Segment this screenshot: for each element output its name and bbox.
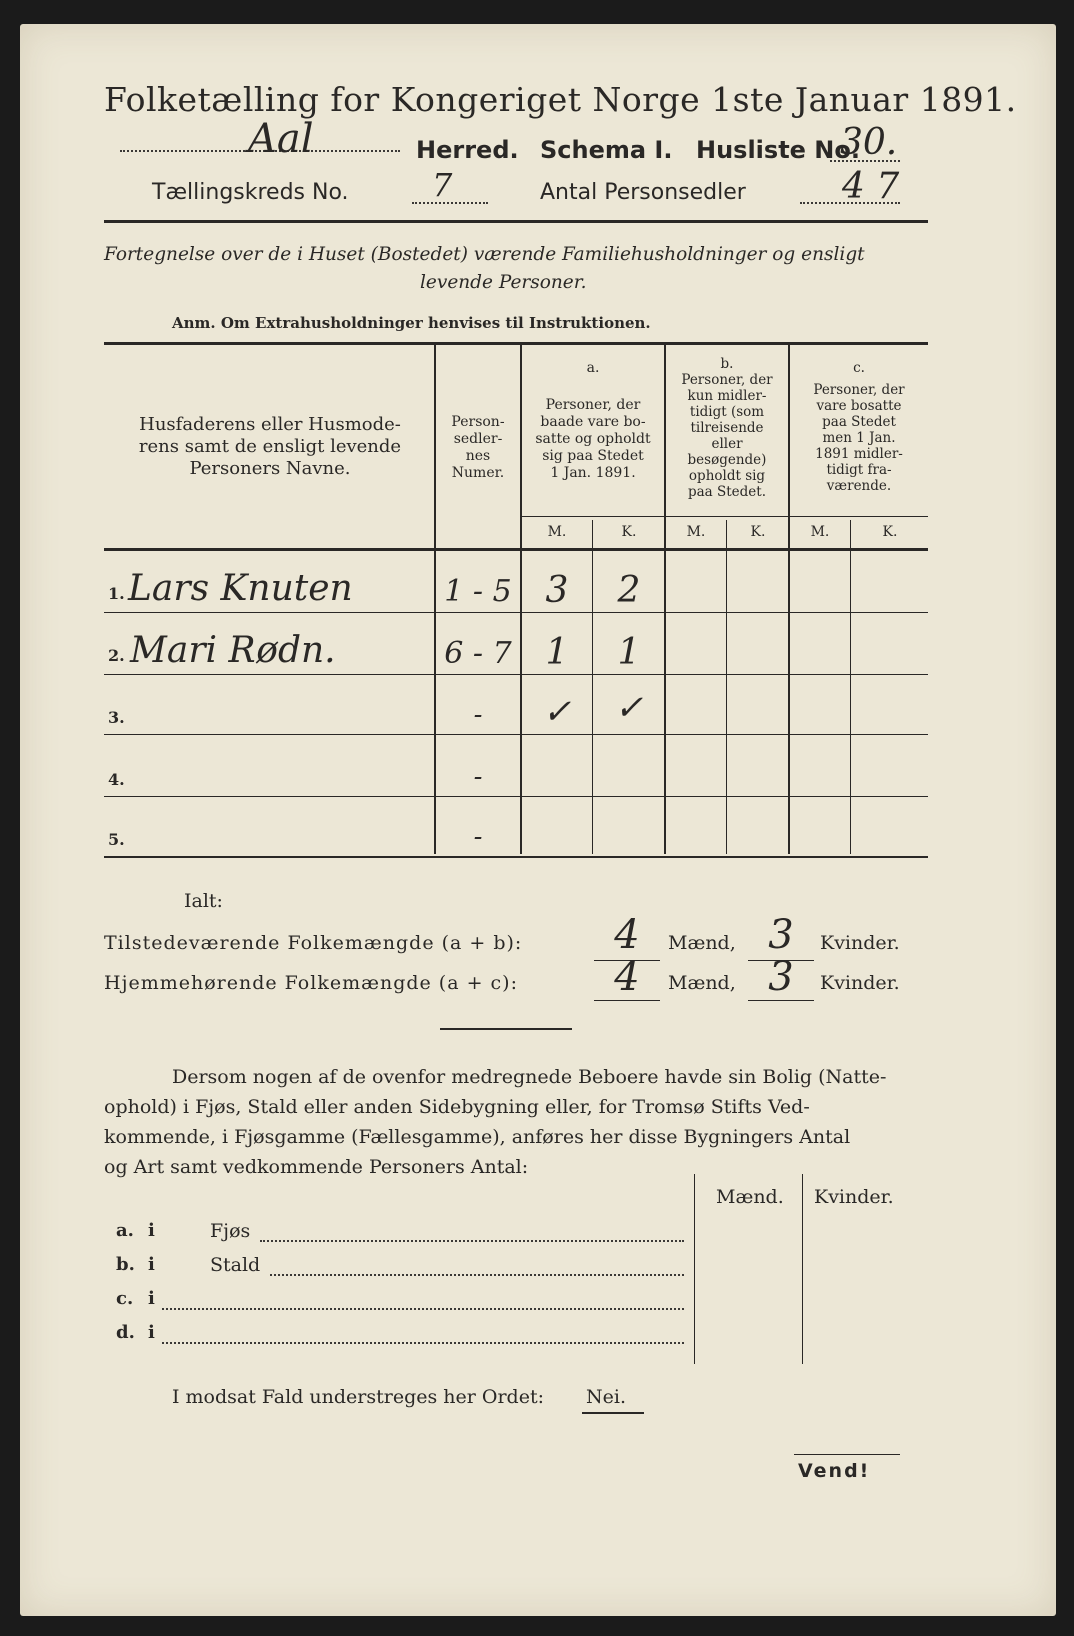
mk-sub-rule [520,516,928,517]
bolig-item-i: i [148,1254,155,1275]
row-person-numbers: - [473,700,483,730]
row-a-women: 2 [617,570,641,611]
nei-underline [582,1412,644,1414]
form-title: Folketælling for Kongeriget Norge 1ste Januar 1891. [104,80,1017,119]
k-label-b: K. [750,524,766,540]
tilstede-kvinder-label: Kvinder. [820,932,900,954]
bolig-maend-header: Mænd. [716,1186,784,1208]
header-b-col [666,356,788,500]
header-c-line-5: 1891 midler- [815,446,903,462]
m-label-b: M. [686,524,706,540]
header-c-letter: c. [853,360,865,376]
bolig-item-dotline [162,1308,684,1310]
hjemme-maend-label: Mænd, [668,972,736,994]
header-c-line-4: men 1 Jan. [822,430,896,446]
row-name: Lars Knuten [128,568,353,609]
kreds-handwritten: 7 [432,166,453,204]
header-b-line-7: opholdt sig [688,468,766,484]
modsat-text: I modsat Fald understreges her Ordet: [172,1386,544,1408]
bolig-line-2: ophold) i Fjøs, Stald eller anden Sidebygning eller, for Tromsø Stifts Ved- [104,1096,810,1118]
header-num-line-4: Numer. [451,465,505,481]
header-c-line-3: paa Stedet [822,414,896,430]
husliste-handwritten: 30. [840,122,898,163]
header-b-letter: b. [720,356,734,372]
bolig-divider-2 [802,1174,803,1364]
row-rule-3 [104,734,928,735]
header-num-col [436,414,520,482]
ialt-label: Ialt: [184,890,223,912]
row-rule-2 [104,674,928,675]
bolig-line-3: kommende, i Fjøsgamme (Fællesgamme), anføres her disse Bygningers Antal [104,1126,851,1148]
header-b-line-5: eller [711,436,743,452]
header-c-line-7: værende. [826,478,892,494]
tilstede-maend-label: Mænd, [668,932,736,954]
header-c-line-1: Personer, der [813,382,905,398]
header-name-line-1: Husfaderens eller Husmode- [139,414,401,435]
nei-word: Nei. [586,1386,626,1408]
table-header-bottom-rule [104,548,928,551]
bolig-line-4: og Art samt vedkommende Personers Antal: [104,1156,529,1178]
bolig-line-1: Dersom nogen af de ovenfor medregnede Beboere havde sin Bolig (Natte- [172,1066,887,1088]
husliste-label: Husliste No. [696,136,860,164]
table-bottom-rule [104,856,928,858]
header-b-line-2: kun midler- [687,388,767,404]
row-a-men: 1 [545,632,569,673]
header-a-line-1: Personer, der [545,397,641,413]
schema-label: Schema I. [540,136,673,164]
row-person-numbers: - [473,822,483,852]
hjemme-kvinder-label: Kvinder. [820,972,900,994]
row-number: 1. [108,584,125,603]
vend-label: Vend! [798,1460,871,1482]
mk-divider-a [592,520,593,854]
bolig-item-label: Fjøs [210,1220,251,1242]
bolig-item-letter: d. [116,1322,135,1343]
hjemme-women-value: 3 [768,954,794,1000]
header-a-letter: a. [586,360,600,376]
m-label-a: M. [547,524,567,540]
tilstede-men-value: 4 [614,912,640,958]
header-num-line-1: Person- [451,414,505,430]
kreds-label: Tællingskreds No. [152,180,349,205]
anm-note: Anm. Om Extrahusholdninger henvises til Instruktionen. [172,314,651,332]
bolig-item-dotline [260,1240,684,1242]
header-name-col [110,414,430,480]
section-divider [440,1028,572,1030]
bolig-item-i: i [148,1220,155,1241]
tilstede-women-value: 3 [768,912,794,958]
bolig-item-letter: b. [116,1254,135,1275]
header-num-line-2: sedler- [453,431,503,447]
row-a-men: 3 [545,570,569,611]
header-b-line-8: paa Stedet. [687,484,767,500]
hjemme-men-value: 4 [614,954,640,1000]
header-b-line-3: tidigt (som [689,404,765,420]
tilstede-label: Tilstedeværende Folkemængde (a + b): [104,932,523,954]
vend-rule [794,1454,900,1455]
personsedler-handwritten: 4 7 [842,166,900,207]
bolig-item-i: i [148,1288,155,1309]
row-person-numbers: - [473,762,483,792]
row-rule-1 [104,612,928,613]
header-name-line-2: rens samt de ensligt levende [138,436,402,457]
row-number: 4. [108,770,125,789]
k-label-a: K. [621,524,637,540]
header-c-line-2: vare bosatte [816,398,902,414]
header-c-line-6: tidigt fra- [826,462,892,478]
bolig-item-letter: a. [116,1220,134,1241]
row-name: Mari Rødn. [130,630,336,671]
bolig-item-letter: c. [116,1288,134,1309]
herred-label: Herred. [416,136,519,164]
header-name-line-3: Personers Navne. [189,458,351,479]
header-a-line-3: satte og opholdt [535,431,651,447]
header-b-line-6: besøgende) [687,452,767,468]
m-label-c: M. [810,524,830,540]
row-rule-4 [104,796,928,797]
bolig-divider-1 [694,1174,695,1364]
header-a-col [522,360,664,482]
row-person-numbers: 1 - 5 [444,574,512,609]
bolig-item-dotline [270,1274,684,1276]
row-a-men-check: ✓ [542,692,572,732]
bolig-item-dotline [162,1342,684,1344]
bolig-item-i: i [148,1322,155,1343]
hjemme-label: Hjemmehørende Folkemængde (a + c): [104,972,518,994]
row-person-numbers: 6 - 7 [444,636,512,671]
hjemme-women-underline [748,1000,814,1001]
header-a-line-5: 1 Jan. 1891. [550,465,636,481]
header-b-line-4: tilreisende [690,420,764,436]
mk-divider-b [726,520,727,854]
mk-divider-c [850,520,851,854]
intro-line-2: levende Personer. [420,272,587,293]
row-a-women: 1 [617,632,641,673]
header-c-col [790,360,928,494]
row-number: 3. [108,708,125,727]
row-number: 2. [108,646,125,665]
intro-line-1: Fortegnelse over de i Huset (Bostedet) værende Familiehusholdninger og ensligt [104,244,865,265]
census-form-page [20,24,1056,1616]
header-num-line-3: nes [465,448,491,464]
bolig-item-label: Stald [210,1254,261,1276]
hjemme-men-underline [594,1000,660,1001]
k-label-c: K. [882,524,898,540]
row-a-women-check: ✓ [614,688,644,728]
table-top-rule [104,342,928,345]
header-a-line-4: sig paa Stedet [542,448,644,464]
header-b-line-1: Personer, der [681,372,773,388]
bolig-kvinder-header: Kvinder. [814,1186,894,1208]
row-number: 5. [108,830,125,849]
header-a-line-2: baade vare bo- [540,414,646,430]
herred-handwritten: Aal [248,116,314,162]
header-rule [104,220,928,223]
personsedler-label: Antal Personsedler [540,180,746,205]
